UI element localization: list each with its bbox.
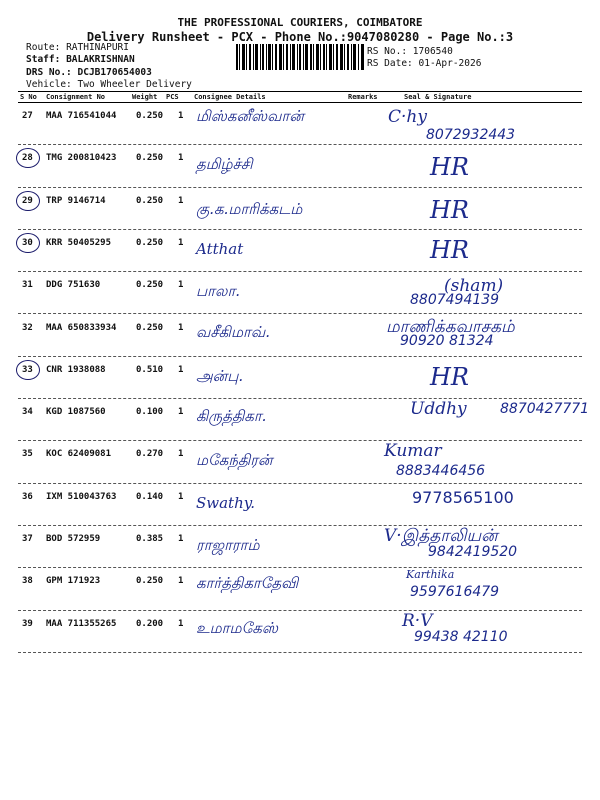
- rs-no-line: [367, 46, 453, 57]
- consignee-handwriting: பாலா.: [196, 282, 241, 301]
- row-sno: 29: [22, 195, 33, 206]
- consignee-handwriting: மிஸ்கனீஸ்வான்: [196, 107, 304, 125]
- consignee-handwriting: கார்த்திகாதேவி: [196, 574, 299, 593]
- row-consignment: MAA 716541044: [46, 111, 117, 121]
- row-pcs: 1: [178, 195, 184, 206]
- signature: HR: [430, 362, 469, 391]
- row-sno: 35: [22, 449, 33, 460]
- row-pcs: 1: [178, 576, 184, 587]
- table-row: [0, 103, 600, 145]
- signature: HR: [430, 235, 469, 264]
- signature-phone: 90920 81324: [400, 332, 494, 349]
- vehicle-value: Two Wheeler Delivery: [77, 79, 192, 90]
- consignee-handwriting: தமிழ்ச்சி: [196, 155, 253, 174]
- table-row: [0, 526, 600, 568]
- col-consignee-header: Consignee Details: [194, 93, 266, 101]
- row-pcs: 1: [178, 407, 184, 418]
- route-value: RATHINAPURI: [66, 42, 129, 53]
- signature-phone: 8870427771: [500, 401, 590, 418]
- row-sno: 39: [22, 618, 33, 629]
- rs-no-label: RS No.:: [367, 46, 408, 57]
- col-consignment-header: Consignment No: [46, 93, 106, 101]
- row-consignment: CNR 1938088: [46, 364, 106, 375]
- staff-label: Staff:: [26, 54, 61, 65]
- rs-date-label: RS Date:: [367, 58, 413, 69]
- rs-date-line: [367, 58, 481, 69]
- table-row: [0, 315, 600, 357]
- row-sno: 38: [22, 576, 33, 587]
- table-row: [0, 399, 600, 441]
- signature: R·V: [402, 610, 433, 631]
- row-consignment: BOD 572959: [46, 534, 101, 544]
- consignee-handwriting: Swathy.: [196, 493, 255, 512]
- row-pcs: 1: [178, 237, 184, 248]
- row-separator: [18, 652, 582, 653]
- signature-phone: 8807494139: [410, 292, 500, 309]
- route-label: Route:: [26, 42, 61, 53]
- consignee-handwriting: மகேந்திரன்: [196, 451, 273, 470]
- vehicle-label: Vehicle:: [26, 79, 72, 90]
- signature: C·hy: [388, 107, 427, 127]
- table-row: [0, 357, 600, 399]
- row-consignment: DDG 751630: [46, 280, 101, 291]
- row-pcs: 1: [178, 322, 184, 333]
- table-row: [0, 230, 600, 272]
- signature-phone: 99438 42110: [414, 628, 508, 645]
- row-sno: 33: [22, 364, 33, 375]
- col-pcs-header: PCS: [166, 93, 179, 101]
- col-weight-header: Weight: [132, 93, 158, 101]
- row-consignment: MAA 650833934: [46, 322, 117, 333]
- signature-phone: 9842419520: [428, 544, 518, 560]
- row-weight: 0.250: [136, 195, 164, 206]
- runsheet-title: Delivery Runsheet - PCX - Phone No.:9047080280 - Page No.:3: [86, 30, 514, 44]
- barcode-image: [236, 44, 364, 70]
- signature: 9778565100: [412, 487, 514, 507]
- signature: HR: [430, 153, 469, 182]
- signature-phone: 9597616479: [410, 584, 500, 601]
- drs-line: [26, 67, 152, 78]
- consignee-handwriting: கிருத்திகா.: [196, 407, 267, 426]
- row-sno: 32: [22, 322, 33, 333]
- consignee-handwriting: Atthat: [196, 239, 244, 258]
- row-weight: 0.100: [136, 407, 164, 418]
- row-sno: 27: [22, 111, 33, 121]
- signature-phone: 8072932443: [426, 127, 516, 143]
- drs-label: DRS No.:: [26, 67, 72, 78]
- route-line: [26, 42, 129, 53]
- consignee-handwriting: அன்பு.: [196, 366, 244, 385]
- row-weight: 0.250: [136, 153, 164, 164]
- row-pcs: 1: [178, 364, 184, 375]
- signature: HR: [430, 195, 469, 224]
- table-row: [0, 568, 600, 610]
- row-sno: 37: [22, 534, 33, 544]
- row-consignment: KGD 1087560: [46, 407, 106, 418]
- staff-line: [26, 54, 135, 65]
- row-weight: 0.140: [136, 491, 164, 502]
- signature: Uddhy: [410, 399, 467, 420]
- signature: (sham): [444, 276, 504, 297]
- company-title: THE PROFESSIONAL COURIERS, COIMBATORE: [177, 16, 423, 29]
- consignee-handwriting: ராஜாராம்: [196, 536, 260, 554]
- signature-phone: 8883446456: [396, 463, 486, 480]
- row-pcs: 1: [178, 111, 184, 121]
- row-pcs: 1: [178, 534, 184, 544]
- row-weight: 0.270: [136, 449, 164, 460]
- row-sno: 36: [22, 491, 33, 502]
- row-consignment: IXM 510043763: [46, 491, 117, 502]
- vehicle-line: [26, 79, 192, 90]
- row-weight: 0.510: [136, 364, 164, 375]
- table-row: [0, 188, 600, 230]
- consignee-handwriting: வசீகிமாவ்.: [196, 322, 270, 341]
- row-sno: 30: [22, 237, 33, 248]
- signature: Kumar: [384, 441, 442, 462]
- row-weight: 0.385: [136, 534, 164, 544]
- table-row: [0, 145, 600, 187]
- row-pcs: 1: [178, 280, 184, 291]
- row-consignment: KOC 62409081: [46, 449, 112, 460]
- row-consignment: GPM 171923: [46, 576, 101, 587]
- row-pcs: 1: [178, 449, 184, 460]
- row-pcs: 1: [178, 491, 184, 502]
- consignee-handwriting: உமாமகேஸ்: [196, 618, 278, 637]
- row-weight: 0.250: [136, 237, 164, 248]
- row-weight: 0.250: [136, 322, 164, 333]
- row-consignment: MAA 711355265: [46, 618, 117, 629]
- row-consignment: TRP 9146714: [46, 195, 106, 206]
- row-sno: 34: [22, 407, 33, 418]
- row-weight: 0.250: [136, 111, 164, 121]
- table-row: [0, 441, 600, 483]
- row-sno: 31: [22, 280, 33, 291]
- table-row: [0, 611, 600, 653]
- header-top-rule: [18, 91, 582, 92]
- table-row: [0, 484, 600, 526]
- staff-value: BALAKRISHNAN: [66, 54, 135, 65]
- consignee-handwriting: கு.க.மாரிக்கடம்: [196, 199, 303, 218]
- row-pcs: 1: [178, 618, 184, 629]
- col-sno-header: S No: [20, 93, 37, 101]
- signature: V·இத்தாலியன்: [384, 526, 498, 546]
- row-consignment: TMG 200810423: [46, 153, 117, 164]
- row-weight: 0.250: [136, 576, 164, 587]
- row-sno: 28: [22, 153, 33, 164]
- row-consignment: KRR 50405295: [46, 237, 112, 248]
- rs-date-value: 01-Apr-2026: [418, 58, 482, 69]
- signature: மாணிக்கவாசகம்: [386, 316, 515, 337]
- col-seal-header: Seal & Signature: [404, 93, 472, 101]
- row-weight: 0.200: [136, 618, 164, 629]
- row-weight: 0.250: [136, 280, 164, 291]
- col-remarks-header: Remarks: [348, 93, 378, 101]
- row-pcs: 1: [178, 153, 184, 164]
- drs-value: DCJB170654003: [77, 67, 152, 78]
- signature: Karthika: [406, 568, 455, 582]
- table-row: [0, 272, 600, 314]
- rs-no-value: 1706540: [412, 46, 453, 57]
